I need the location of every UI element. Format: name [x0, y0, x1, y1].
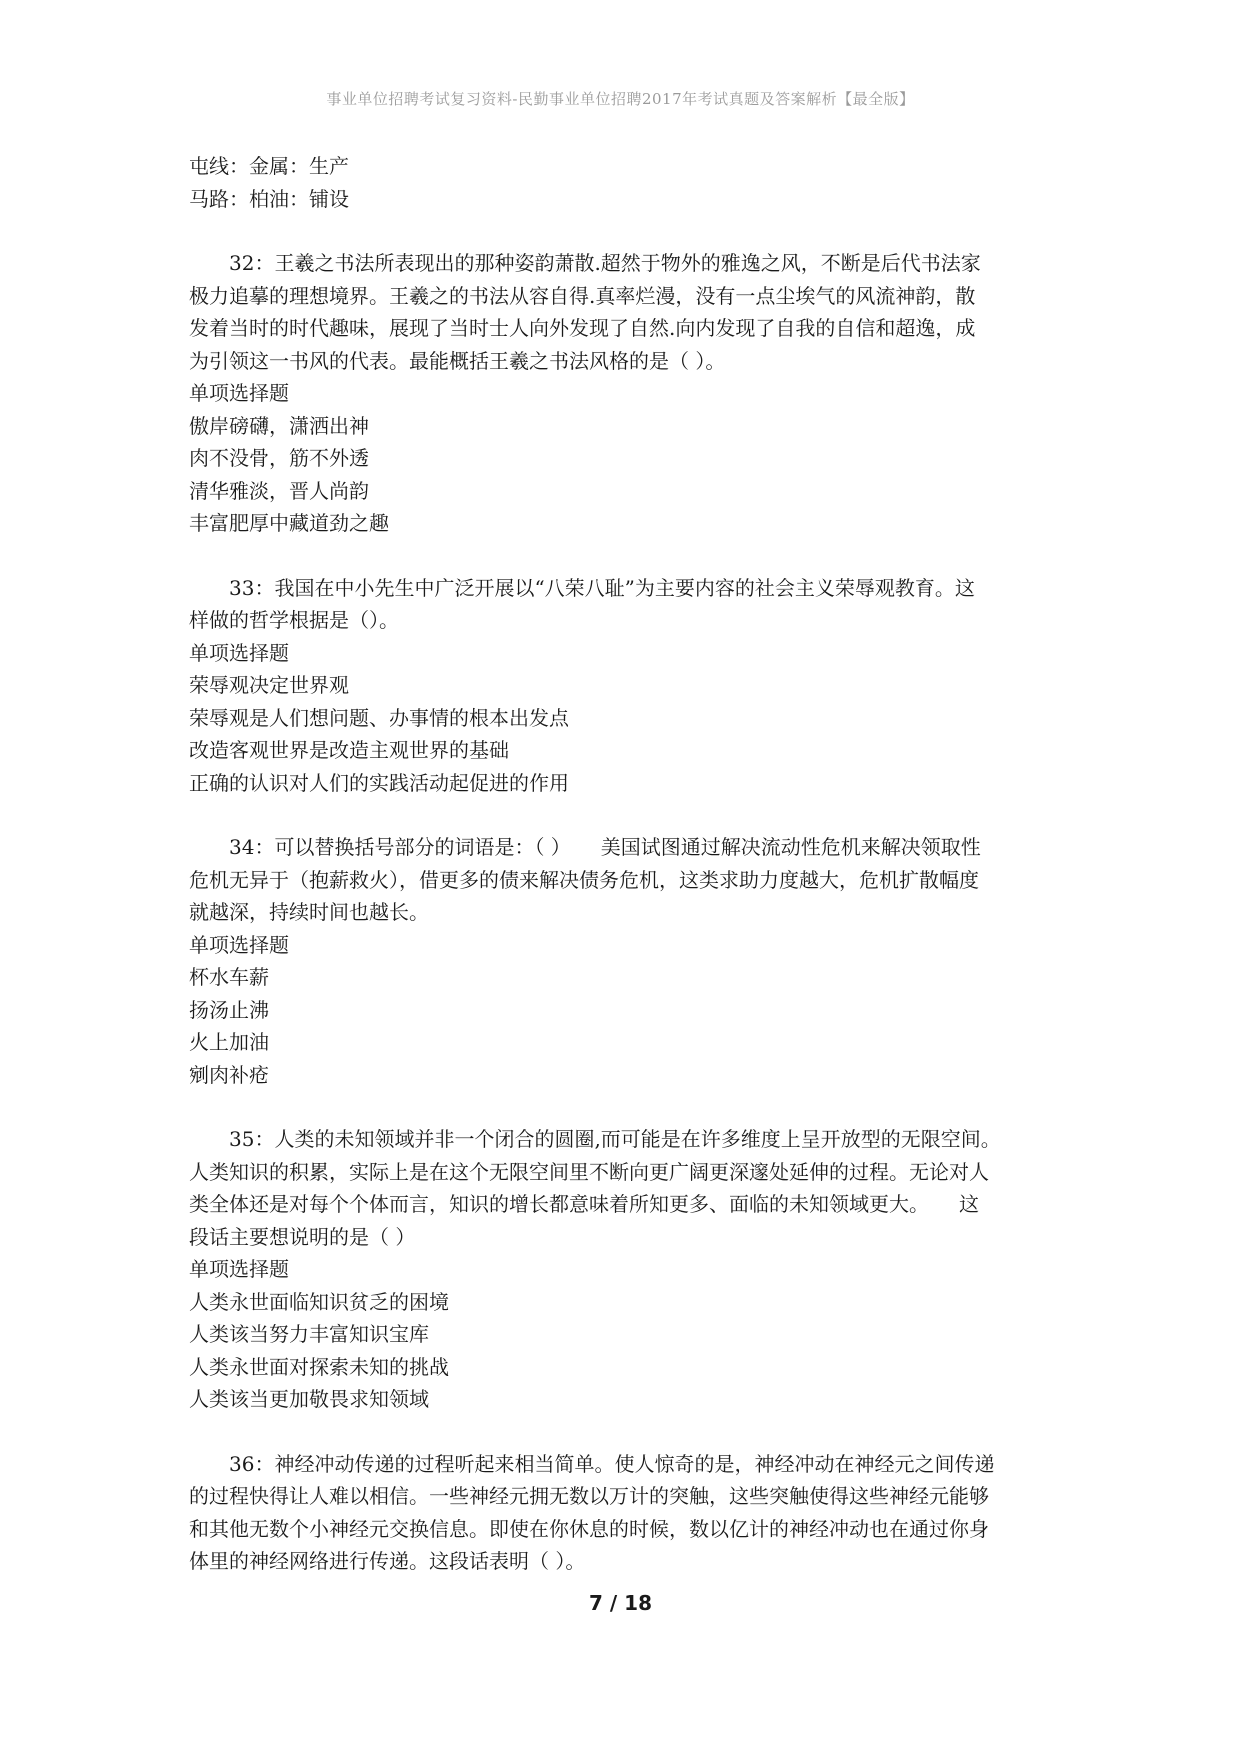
text-line: 马路：柏油：铺设	[189, 186, 349, 211]
question-stem-line: 为引领这一书风的代表。最能概括王羲之书法风格的是（ ）。	[189, 348, 726, 373]
page-header: 事业单位招聘考试复习资料-民勤事业单位招聘2017年考试真题及答案解析【最全版】	[326, 90, 915, 108]
answer-option: 人类永世面临知识贫乏的困境	[189, 1289, 449, 1314]
answer-option: 丰富肥厚中藏道劲之趣	[189, 511, 389, 535]
question-type: 单项选择题	[189, 640, 289, 665]
answer-option: 人类该当努力丰富知识宝库	[189, 1322, 429, 1346]
answer-option: 正确的认识对人们的实践活动起促进的作用	[189, 770, 569, 795]
question-34	[189, 831, 1059, 1091]
question-stem-line: 样做的哲学根据是（）。	[189, 608, 399, 632]
answer-option: 傲岸磅礴，潇洒出神	[189, 413, 369, 438]
question-stem-line: 危机无异于（抱薪救火），借更多的债来解决债务危机，这类求助力度越大，危机扩散幅度	[189, 867, 979, 892]
question-32	[189, 247, 1059, 540]
answer-option: 杯水车薪	[189, 965, 269, 989]
answer-option: 人类该当更加敬畏求知领域	[189, 1387, 429, 1411]
question-stem-line: 类全体还是对每个个体而言，知识的增长都意味着所知更多、面临的未知领域更大。 这	[189, 1192, 979, 1216]
question-stem-line: 33：我国在中小先生中广泛开展以“八荣八耻”为主要内容的社会主义荣辱观教育。这	[229, 575, 975, 600]
answer-option: 荣辱观是人们想问题、办事情的根本出发点	[189, 705, 569, 730]
answer-option: 扬汤止沸	[189, 997, 269, 1022]
question-35	[189, 1123, 1059, 1416]
text-line: 屯线：金属：生产	[189, 154, 349, 178]
question-stem-line: 35：人类的未知领域并非一个闭合的圆圈,而可能是在许多维度上呈开放型的无限空间。	[229, 1127, 1001, 1151]
question-stem-line: 段话主要想说明的是（ ）	[189, 1224, 416, 1249]
question-stem-line: 和其他无数个小神经元交换信息。即使在你休息的时候，数以亿计的神经冲动也在通过你身	[189, 1516, 989, 1541]
question-36	[189, 1448, 1059, 1578]
question-type: 单项选择题	[189, 1257, 289, 1281]
answer-option: 剜肉补疮	[189, 1062, 269, 1087]
question-type: 单项选择题	[189, 381, 289, 405]
question-stem-line: 人类知识的积累，实际上是在这个无限空间里不断向更广阔更深邃处延伸的过程。无论对人	[189, 1159, 989, 1184]
answer-option: 火上加油	[189, 1030, 269, 1054]
answer-option: 肉不没骨，筋不外透	[189, 446, 369, 470]
answer-option: 改造客观世界是改造主观世界的基础	[189, 738, 509, 762]
question-33	[189, 572, 1059, 800]
question-stem-line: 发着当时的时代趣味，展现了当时士人向外发现了自然.向内发现了自我的自信和超逸，成	[189, 316, 976, 340]
answer-option: 人类永世面对探索未知的挑战	[189, 1354, 449, 1379]
document-body	[189, 150, 1059, 1578]
question-stem-line: 体里的神经网络进行传递。这段话表明（ ）。	[189, 1549, 586, 1573]
question-stem-line: 34：可以替换括号部分的词语是：（ ） 美国试图通过解决流动性危机来解决领取性	[229, 835, 981, 859]
answer-option: 荣辱观决定世界观	[189, 673, 349, 697]
answer-option: 清华雅淡，晋人尚韵	[189, 478, 369, 503]
question-stem-line: 极力追摹的理想境界。王羲之的书法从容自得.真率烂漫，没有一点尘埃气的风流神韵，散	[189, 283, 976, 308]
question-stem-line: 32：王羲之书法所表现出的那种姿韵萧散.超然于物外的雅逸之风，不断是后代书法家	[229, 251, 981, 275]
leading-lines	[189, 150, 1059, 215]
question-stem-line: 36：神经冲动传递的过程听起来相当简单。使人惊奇的是，神经冲动在神经元之间传递	[229, 1451, 995, 1476]
page-number: 7 / 18	[589, 1591, 652, 1615]
question-stem-line: 的过程快得让人难以相信。一些神经元拥无数以万计的突触，这些突触使得这些神经元能够	[189, 1484, 989, 1508]
question-stem-line: 就越深，持续时间也越长。	[189, 900, 429, 924]
question-type: 单项选择题	[189, 932, 289, 957]
